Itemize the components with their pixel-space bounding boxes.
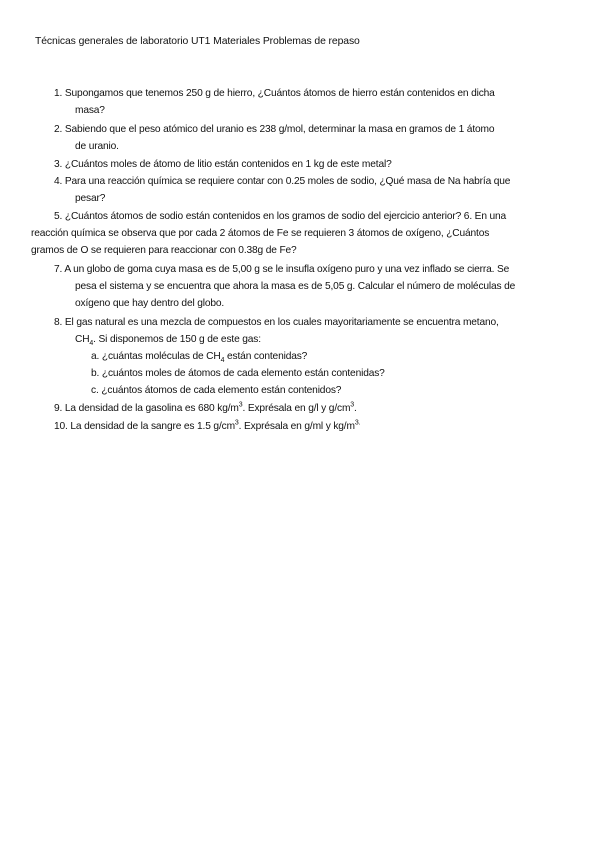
question-text: A un globo de goma cuya masa es de 5,00 g se le insufla oxígeno puro y una vez inflado se cierra. Se bbox=[64, 264, 510, 275]
sub-question-text: ¿cuántos átomos de cada elemento están contenidos? bbox=[101, 385, 342, 396]
sub-question-a bbox=[91, 348, 307, 365]
sub-question-label: b. bbox=[91, 368, 100, 379]
question-text: ¿Cuántos moles de átomo de litio están contenidos en 1 kg de este metal? bbox=[64, 159, 392, 170]
question-text-tail: . bbox=[354, 403, 357, 414]
question-text-mid: . Exprésala en g/ml y kg/m bbox=[238, 421, 355, 432]
question-number: 9. bbox=[54, 403, 63, 414]
formula-subscript: 4 bbox=[220, 357, 225, 365]
question-number: 7. bbox=[54, 264, 63, 275]
sub-question-label: c. bbox=[91, 385, 99, 396]
question-number: 4. bbox=[54, 176, 63, 187]
sub-question-label: a. bbox=[91, 351, 100, 362]
question-number: 2. bbox=[54, 124, 63, 135]
exponent: 3. bbox=[354, 419, 361, 427]
document-title: Técnicas generales de laboratorio UT1 Materiales Problemas de repaso bbox=[35, 36, 360, 47]
question-9 bbox=[54, 400, 357, 417]
question-text: ¿Cuántos átomos de sodio están contenidos en los gramos de sodio del ejercicio anterior? 6. En una bbox=[64, 211, 507, 222]
exponent: 3 bbox=[350, 401, 355, 409]
exponent: 3 bbox=[234, 419, 239, 427]
formula-ch: CH bbox=[75, 334, 90, 345]
question-text: El gas natural es una mezcla de compuestos en los cuales mayoritariamente se encuentra metano, bbox=[64, 317, 499, 328]
question-text-cont: reacción química se observa que por cada 2 átomos de Fe se requieren 3 átomos de oxígeno, ¿Cuántos bbox=[31, 228, 490, 239]
question-10 bbox=[54, 418, 360, 435]
formula-subscript: 4 bbox=[89, 340, 94, 348]
question-text-cont: pesa el sistema y se encuentra que ahora la masa es de 5,05 g. Calcular el número de moléculas de bbox=[75, 281, 516, 292]
question-number: 3. bbox=[54, 159, 63, 170]
question-text-cont: oxígeno que hay dentro del globo. bbox=[75, 298, 225, 309]
question-number: 5. bbox=[54, 211, 63, 222]
question-number: 8. bbox=[54, 317, 63, 328]
sub-question-c bbox=[91, 382, 341, 399]
question-text-cont: de uranio. bbox=[75, 141, 119, 152]
sub-question-text: ¿cuántos moles de átomos de cada elemento están contenidas? bbox=[101, 368, 385, 379]
question-text-cont: pesar? bbox=[75, 193, 106, 204]
sub-question-b bbox=[91, 365, 385, 382]
sub-question-text: ¿cuántas moléculas de CH bbox=[101, 351, 221, 362]
question-text: Sabiendo que el peso atómico del uranio es 238 g/mol, determinar la masa en gramos de 1 átomo bbox=[64, 124, 495, 135]
question-text: Supongamos que tenemos 250 g de hierro, ¿Cuántos átomos de hierro están contenidos en dicha bbox=[64, 88, 495, 99]
question-7 bbox=[54, 261, 515, 312]
question-text-cont: masa? bbox=[75, 105, 105, 116]
question-8 bbox=[54, 314, 499, 348]
question-text: La densidad de la gasolina es 680 kg/m bbox=[64, 403, 239, 414]
question-4 bbox=[54, 173, 510, 207]
question-text: Para una reacción química se requiere contar con 0.25 moles de sodio, ¿Qué masa de Na habría que bbox=[64, 176, 511, 187]
question-5 bbox=[54, 208, 574, 225]
question-text-cont: gramos de O se requieren para reaccionar con 0.38g de Fe? bbox=[31, 245, 297, 256]
question-1 bbox=[54, 85, 495, 119]
question-text-mid: . Exprésala en g/l y g/cm bbox=[242, 403, 351, 414]
question-text-cont bbox=[54, 331, 499, 348]
question-2 bbox=[54, 121, 494, 155]
question-text-tail: . Si disponemos de 150 g de este gas: bbox=[93, 334, 261, 345]
sub-question-text-tail: están contenidas? bbox=[224, 351, 308, 362]
question-number: 10. bbox=[54, 421, 68, 432]
question-text: La densidad de la sangre es 1.5 g/cm bbox=[70, 421, 235, 432]
question-3 bbox=[54, 156, 392, 173]
question-6 bbox=[31, 225, 489, 259]
exponent: 3 bbox=[238, 401, 243, 409]
question-number: 1. bbox=[54, 88, 63, 99]
